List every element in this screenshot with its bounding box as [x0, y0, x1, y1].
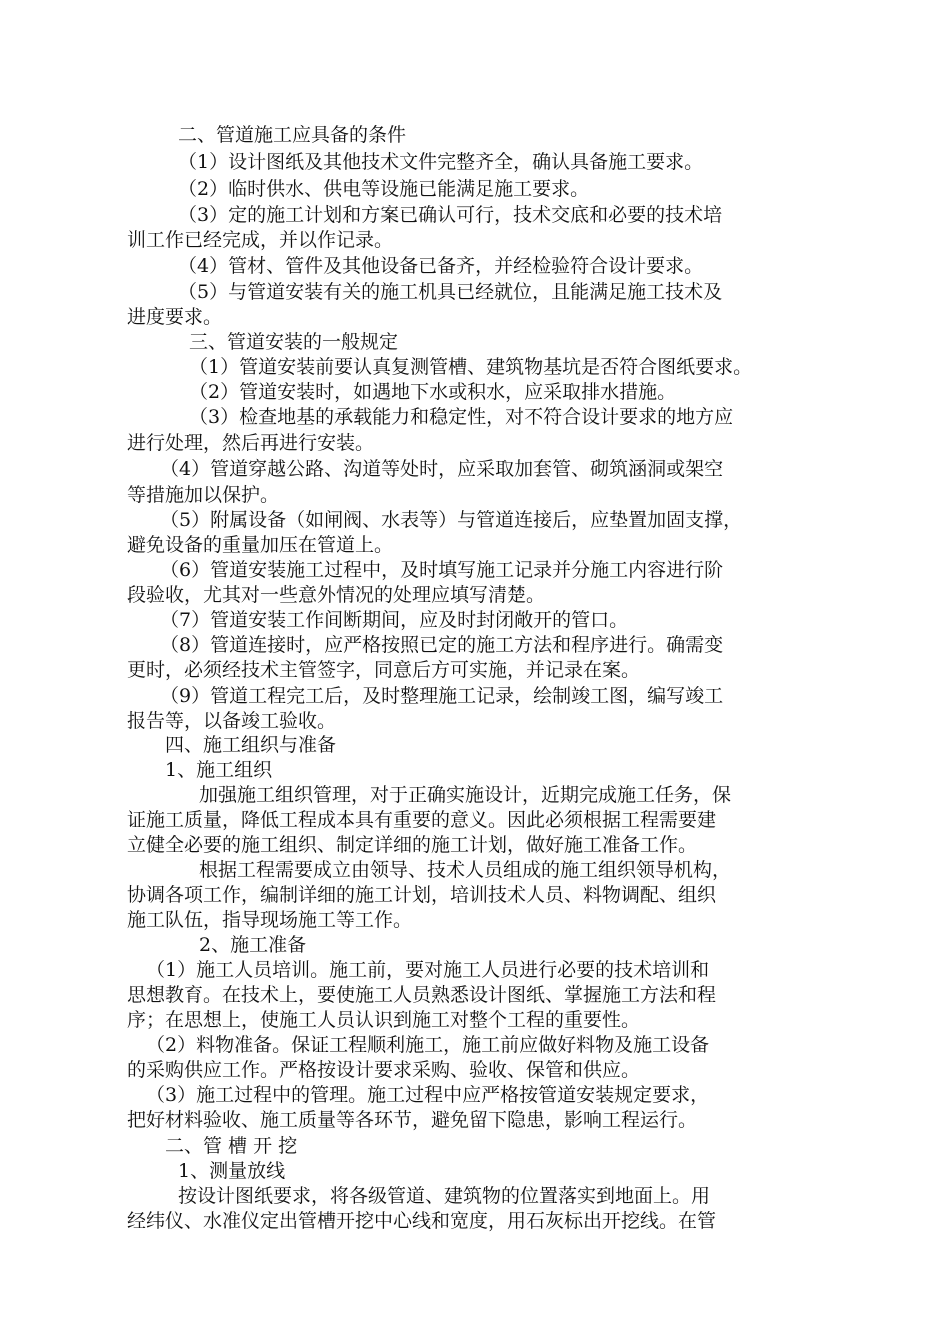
paragraph-line: 等措施加以保护。 [127, 484, 280, 506]
paragraph-line: （3）检查地基的承载能力和稳定性，对不符合设计要求的地方应 [189, 406, 734, 428]
paragraph-line: （1）管道安装前要认真复测管槽、建筑物基坑是否符合图纸要求。 [189, 356, 753, 378]
paragraph-line: （6）管道安装施工过程中，及时填写施工记录并分施工内容进行阶 [160, 559, 724, 581]
paragraph-line: 报告等，以备竣工验收。 [127, 710, 337, 732]
heading-trench-excavation: 二、管 槽 开 挖 [165, 1135, 298, 1157]
subheading-survey: 1、测量放线 [178, 1160, 286, 1182]
subheading-preparation: 2、施工准备 [199, 934, 307, 956]
paragraph-line: （3）定的施工计划和方案已确认可行，技术交底和必要的技术培 [178, 204, 723, 226]
paragraph-line: （8）管道连接时，应严格按照已定的施工方法和程序进行。确需变 [160, 634, 724, 656]
heading-organization-prep: 四、施工组织与准备 [165, 734, 337, 756]
paragraph-line: 把好材料验收、施工质量等各环节，避免留下隐患，影响工程运行。 [127, 1109, 698, 1131]
paragraph-line: （2）管道安装时，如遇地下水或积水，应采取排水措施。 [189, 381, 677, 403]
paragraph-line: （2）临时供水、供电等设施已能满足施工要求。 [178, 178, 590, 200]
paragraph-line: （4）管道穿越公路、沟道等处时，应采取加套管、砌筑涵洞或架空 [160, 458, 724, 480]
paragraph-line: （4）管材、管件及其他设备已备齐，并经检验符合设计要求。 [178, 255, 704, 277]
paragraph-line: （5）附属设备（如闸阀、水表等）与管道连接后，应垫置加固支撑， [160, 509, 743, 531]
paragraph-line: 思想教育。在技术上，要使施工人员熟悉设计图纸、掌握施工方法和程 [127, 984, 717, 1006]
paragraph-line: 进度要求。 [127, 306, 223, 328]
paragraph-line: 立健全必要的施工组织、制定详细的施工计划，做好施工准备工作。 [127, 834, 698, 856]
paragraph-line: （1）设计图纸及其他技术文件完整齐全，确认具备施工要求。 [178, 151, 704, 173]
paragraph-line: 按设计图纸要求，将各级管道、建筑物的位置落实到地面上。用 [178, 1185, 711, 1207]
paragraph-line: 经纬仪、水准仪定出管槽开挖中心线和宽度，用石灰标出开挖线。在管 [127, 1210, 717, 1232]
heading-pipe-conditions: 二、管道施工应具备的条件 [178, 124, 407, 146]
paragraph-line: 段验收，尤其对一些意外情况的处理应填写清楚。 [127, 584, 546, 606]
paragraph-line: （9）管道工程完工后，及时整理施工记录，绘制竣工图，编写竣工 [160, 685, 724, 707]
paragraph-line: 避免设备的重量加压在管道上。 [127, 534, 394, 556]
paragraph-line: （1）施工人员培训。施工前，要对施工人员进行必要的技术培训和 [146, 959, 710, 981]
paragraph-line: （3）施工过程中的管理。施工过程中应严格按管道安装规定要求， [146, 1084, 710, 1106]
paragraph-line: （7）管道安装工作间断期间，应及时封闭敞开的管口。 [160, 609, 629, 631]
paragraph-line: （2）料物准备。保证工程顺利施工，施工前应做好料物及施工设备 [146, 1034, 710, 1056]
paragraph-line: 更时，必须经技术主管签字，同意后方可实施，并记录在案。 [127, 659, 641, 681]
paragraph-line: 加强施工组织管理，对于正确实施设计，近期完成施工任务，保 [199, 784, 732, 806]
paragraph-line: 训工作已经完成，并以作记录。 [127, 229, 394, 251]
paragraph-line: 序；在思想上，使施工人员认识到施工对整个工程的重要性。 [127, 1009, 641, 1031]
paragraph-line: （5）与管道安装有关的施工机具已经就位，且能满足施工技术及 [178, 281, 723, 303]
paragraph-line: 协调各项工作，编制详细的施工计划，培训技术人员、料物调配、组织 [127, 884, 717, 906]
subheading-organization: 1、施工组织 [165, 759, 273, 781]
heading-install-rules: 三、管道安装的一般规定 [189, 331, 399, 353]
paragraph-line: 施工队伍，指导现场施工等工作。 [127, 909, 413, 931]
paragraph-line: 根据工程需要成立由领导、技术人员组成的施工组织领导机构， [199, 859, 732, 881]
paragraph-line: 的采购供应工作。严格按设计要求采购、验收、保管和供应。 [127, 1059, 641, 1081]
paragraph-line: 证施工质量，降低工程成本具有重要的意义。因此必须根据工程需要建 [127, 809, 717, 831]
paragraph-line: 进行处理，然后再进行安装。 [127, 432, 375, 454]
